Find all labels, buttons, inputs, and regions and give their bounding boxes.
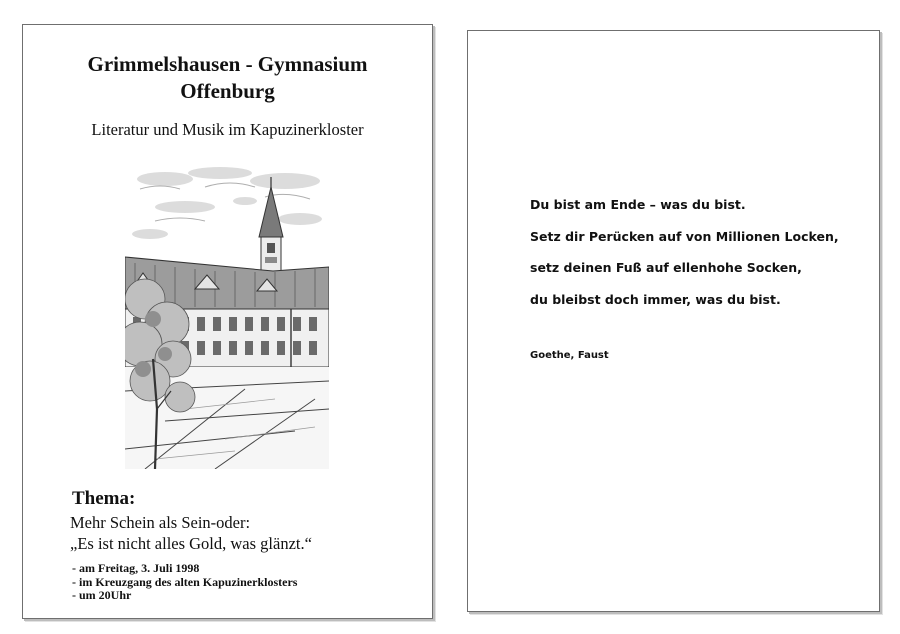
school-city: Offenburg [180,79,275,103]
theme-quote: „Es ist nicht alles Gold, was glänzt.“ [70,534,312,553]
program-cover-page [22,24,433,619]
event-date: - am Freitag, 3. Juli 1998 [72,561,200,575]
school-name: Grimmelshausen - Gymnasium [87,52,368,76]
poem-line: du bleibst doch immer, was du bist. [530,291,781,307]
poem-line: Du bist am Ende – was du bist. [530,197,746,212]
event-location: - im Kreuzgang des alten Kapuzinerklosters [72,574,298,589]
poem-line: setz deinen Fuß auf ellenhohe Socken, [530,260,802,275]
event-time: - um 20Uhr [72,588,132,602]
event-details-list [72,562,297,603]
theme-heading: Thema: [72,488,136,509]
poem-quote [530,189,839,315]
monastery-sketch-icon [125,159,329,469]
theme-line-1: Mehr Schein als Sein-oder: [70,513,251,532]
event-subtitle: Literatur und Musik im Kapuzinerkloster [91,120,364,139]
quote-page [467,30,880,612]
poem-line: Setz dir Perücken auf von Millionen Locken, [530,228,839,244]
quote-attribution: Goethe, Faust [530,350,609,361]
